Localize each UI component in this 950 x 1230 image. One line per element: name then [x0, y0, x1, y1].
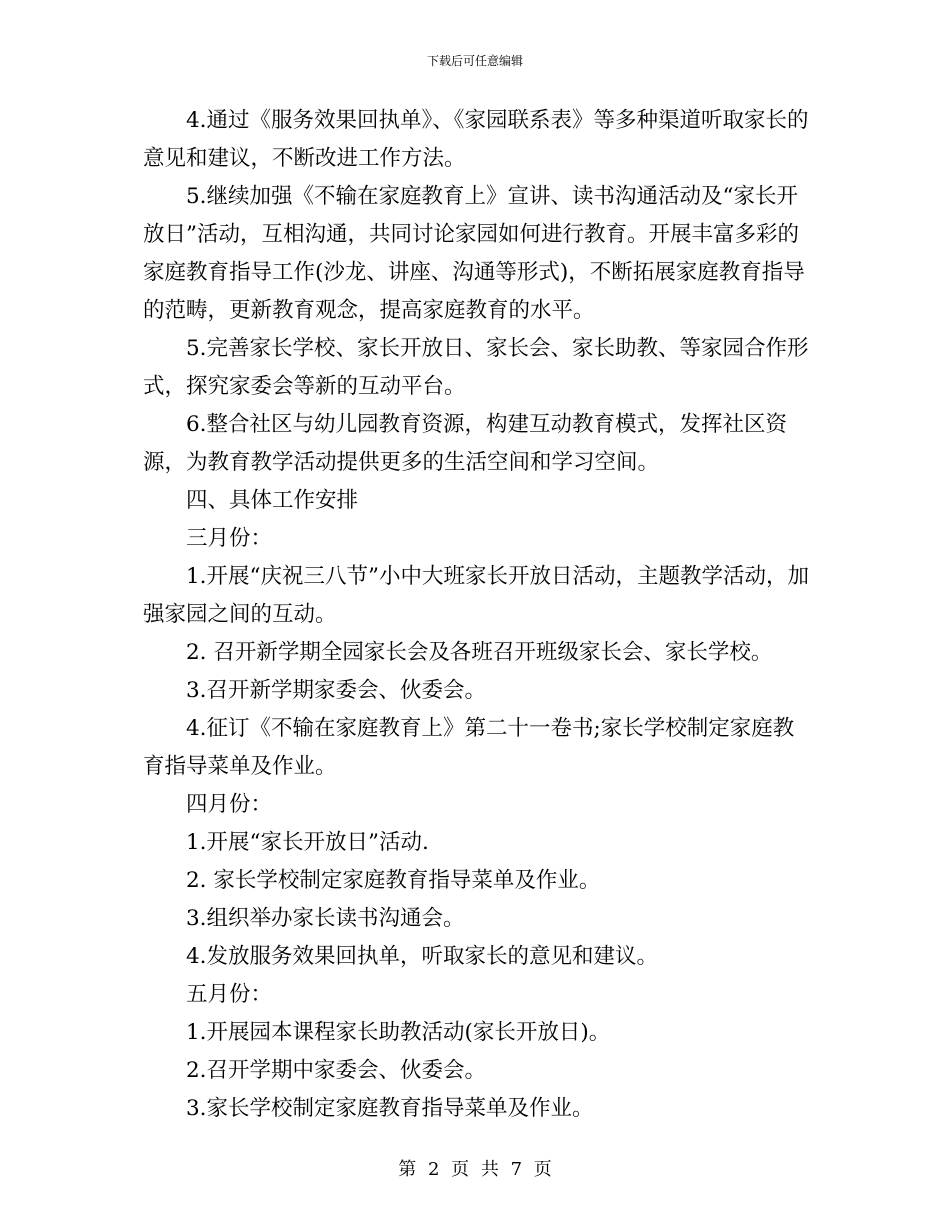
paragraph: 3.召开新学期家委会、伙委会。	[186, 678, 487, 703]
page-number-footer: 第 2 页 共 7 页	[398, 1159, 552, 1180]
month-heading: 四月份：	[186, 792, 273, 817]
section-heading: 四、具体工作安排	[186, 488, 359, 513]
paragraph: 2. 召开新学期全园家长会及各班召开班级家长会、家长学校。	[186, 640, 773, 665]
paragraph: 5.完善家长学校、家长开放日、家长会、家长助教、等家园合作形式，探究家委会等新的互动平台。	[143, 336, 809, 399]
month-heading: 五月份：	[186, 982, 273, 1007]
paragraph: 3.组织举办家长读书沟通会。	[186, 906, 465, 931]
page-header: 下载后可任意编辑	[426, 54, 523, 68]
paragraph: 1.开展“家长开放日”活动.	[186, 830, 429, 855]
paragraph: 2. 家长学校制定家庭教育指导菜单及作业。	[186, 868, 601, 893]
paragraph: 3.家长学校制定家庭教育指导菜单及作业。	[186, 1096, 594, 1121]
paragraph: 2.召开学期中家委会、伙委会。	[186, 1058, 487, 1083]
paragraph: 5.继续加强《不输在家庭教育上》宣讲、读书沟通活动及“家长开放日”活动，互相沟通，共同讨论家园如何进行教育。开展丰富多彩的家庭教育指导工作(沙龙、讲座、沟通等形式)，不断拓展家庭教育指导的范畴，更新教育观念，提高家庭教育的水平。	[143, 184, 805, 323]
document-body	[143, 102, 811, 1128]
paragraph: 1.开展园本课程家长助教活动(家长开放日)。	[186, 1020, 611, 1045]
paragraph: 4.征订《不输在家庭教育上》第二十一卷书;家长学校制定家庭教育指导菜单及作业。	[143, 716, 795, 779]
paragraph: 1.开展“庆祝三八节”小中大班家长开放日活动，主题教学活动，加强家园之间的互动。	[143, 564, 809, 627]
paragraph: 6.整合社区与幼儿园教育资源，构建互动教育模式，发挥社区资源，为教育教学活动提供更多的生活空间和学习空间。	[143, 412, 788, 475]
paragraph: 4.通过《服务效果回执单》、《家园联系表》等多种渠道听取家长的意见和建议，不断改进工作方法。	[143, 108, 809, 171]
paragraph: 4.发放服务效果回执单，听取家长的意见和建议。	[186, 944, 659, 969]
month-heading: 三月份：	[186, 526, 273, 551]
